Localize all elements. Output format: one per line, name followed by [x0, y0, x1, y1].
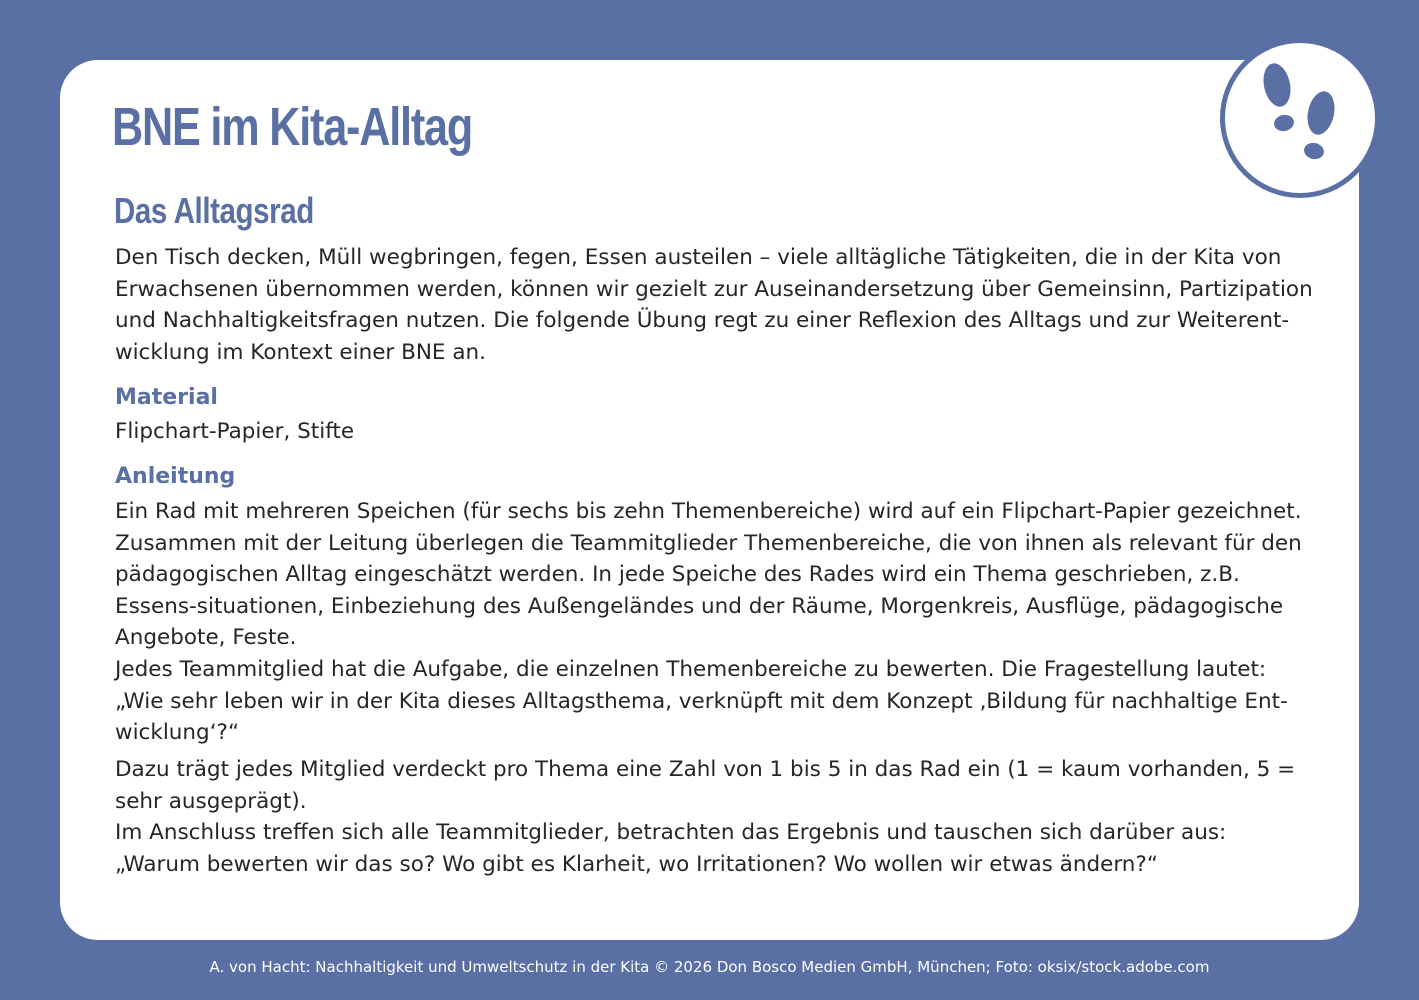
- material-text: Flipchart-Papier, Stifte: [115, 419, 355, 444]
- footprints-badge: [1220, 38, 1380, 198]
- page-title: BNE im Kita-Alltag: [112, 97, 473, 157]
- material-label: Material: [115, 385, 218, 410]
- footprints-icon: [1225, 43, 1375, 193]
- footer-credit: A. von Hacht: Nachhaltigkeit und Umweltschutz in der Kita © 2026 Don Bosco Medien GmbH, München; Foto: oksix/stock.adobe.com: [209, 958, 1210, 976]
- anleitung-paragraph-3: Dazu trägt jedes Mitglied verdeckt pro Thema eine Zahl von 1 bis 5 in das Rad ein (1 = kaum vorhanden, 5 = sehr ausgeprägt).: [115, 757, 1296, 814]
- anleitung-paragraph-1: Ein Rad mit mehreren Speichen (für sechs bis zehn Themenbereiche) wird auf ein Flipchart-Papier gezeichnet. Zusammen mit der Leitung überlegen die Teammitglieder Themenbereiche, die von ihnen als relevant für den pädagogischen Alltag eingeschätzt werden. In jede Speiche des Rades wird ein Thema geschrieben, z.B. Essens-situationen, Einbeziehung des Außengeländes und der Räume, Morgenkreis, Ausflüge, pädagogische Angebote, Feste.: [115, 499, 1302, 650]
- anleitung-paragraph-2: Jedes Teammitglied hat die Aufgabe, die einzelnen Themenbereiche zu bewerten. Die Fragestellung lautet: „Wie sehr leben wir in der Kita dieses Alltagsthema, verknüpft mit dem Konzept ‚Bildung für nachhaltige Ent-wicklung‘?“: [115, 657, 1288, 745]
- intro-paragraph: Den Tisch decken, Müll wegbringen, fegen, Essen austeilen – viele alltägliche Tätigkeiten, die in der Kita von Erwachsenen übernommen werden, können wir gezielt zur Auseinandersetzung über Gemeinsinn, Partizipation und Nachhaltigkeitsfragen nutzen. Die folgende Übung regt zu einer Reflexion des Alltags und zur Weiterent-wicklung im Kontext einer BNE an.: [115, 245, 1313, 365]
- anleitung-paragraph-4: Im Anschluss treffen sich alle Teammitglieder, betrachten das Ergebnis und tauschen sich darüber aus: „Warum bewerten wir das so? Wo gibt es Klarheit, wo Irritationen? Wo wollen wir etwas ändern?“: [115, 820, 1227, 877]
- anleitung-label: Anleitung: [115, 464, 236, 489]
- section-title: Das Alltagsrad: [114, 190, 314, 231]
